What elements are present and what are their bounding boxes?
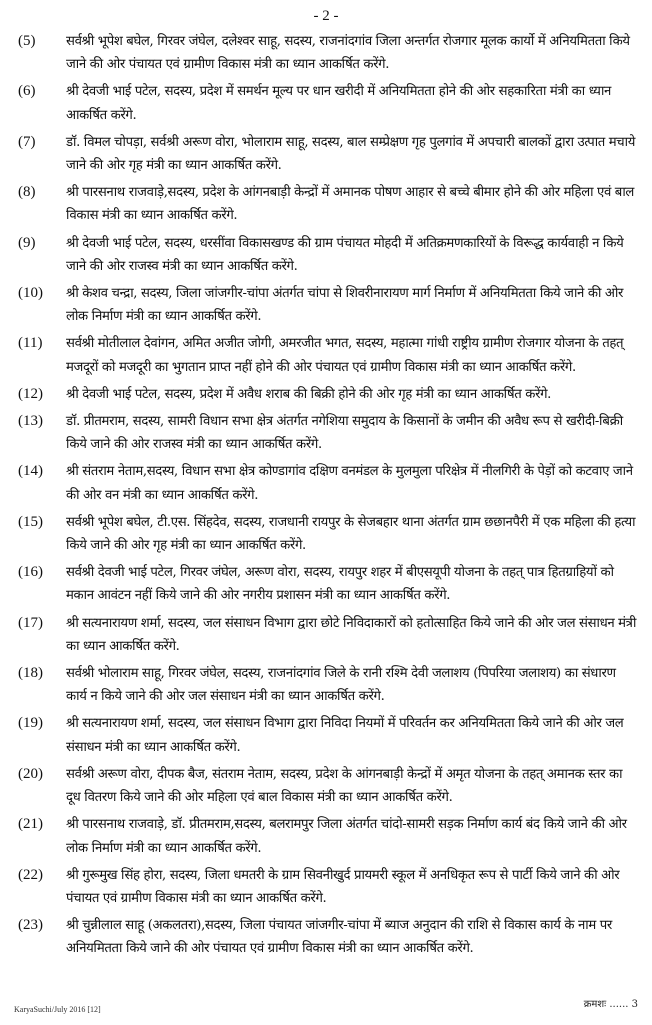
list-item xyxy=(0,561,652,607)
page-number: - 2 - xyxy=(313,8,339,24)
item-number: (16) xyxy=(18,564,43,581)
item-number: (6) xyxy=(18,83,36,100)
item-number: (14) xyxy=(18,463,43,480)
item-text: श्री देवजी भाई पटेल, सदस्य, धरसींवा विकासखण्ड की ग्राम पंचायत मोहदी में अतिक्रमणकारियों के विरूद्ध कार्यवाही न किये जाने की ओर राजस्व मंत्री का ध्यान आकर्षित करेंगे. xyxy=(66,235,624,274)
item-number: (5) xyxy=(18,33,36,49)
item-text: सर्वश्री मोतीलाल देवांगन, अमित अजीत जोगी, अमरजीत भगत, सदस्य, महात्मा गांधी राष्ट्रीय ग्रामीण रोजगार योजना के तहत् मजदूरों को मजदूरी का भुगतान प्राप्त नहीं होने की ओर पंचायत एवं ग्रामीण विकास मंत्री का ध्यान आकर्षित करेंगे. xyxy=(66,336,624,375)
list-item xyxy=(0,914,652,960)
item-number: (23) xyxy=(18,917,43,934)
item-number: (21) xyxy=(18,816,43,833)
list-item xyxy=(0,460,652,506)
item-text: श्री गुरूमुख सिंह होरा, सदस्य, जिला धमतरी के ग्राम सिवनीखुर्द प्रायमरी स्कूल में अनधिकृत रूप से पार्टी किये जाने की ओर पंचायत एवं ग्रामीण विकास मंत्री का ध्यान आकर्षित करेंगे. xyxy=(66,867,620,906)
item-number: (20) xyxy=(18,765,43,782)
list-item xyxy=(0,383,652,406)
list-item xyxy=(0,410,652,456)
list-item xyxy=(0,181,652,227)
document-reference: KaryaSuchi/July 2016 [12] xyxy=(14,1005,101,1014)
list-item xyxy=(0,612,652,658)
item-number: (15) xyxy=(18,513,43,530)
item-number: (10) xyxy=(18,285,43,302)
list-item xyxy=(0,662,652,708)
list-item xyxy=(0,712,652,758)
item-text: श्री सत्यनारायण शर्मा, सदस्य, जल संसाधन विभाग द्वारा छोटे निविदाकारों को हतोत्साहित किये जाने की ओर जल संसाधन मंत्री का ध्यान आकर्षित करेंगे. xyxy=(66,615,637,654)
item-text: सर्वश्री अरूण वोरा, दीपक बैज, संतराम नेताम, सदस्य, प्रदेश के आंगनबाड़ी केन्द्रों में अमृत योजना के तहत् अमानक स्तर का दूध वितरण किये जाने की ओर महिला एवं बाल विकास मंत्री का ध्यान आकर्षित करेंगे. xyxy=(66,766,623,806)
item-text: श्री देवजी भाई पटेल, सदस्य, प्रदेश में अवैध शराब की बिक्री होने की ओर गृह मंत्री का ध्यान आकर्षित करेंगे. xyxy=(66,386,552,402)
list-item xyxy=(0,282,652,328)
list-item xyxy=(0,131,652,177)
item-number: (17) xyxy=(18,614,43,631)
list-item xyxy=(0,30,652,76)
item-text: श्री देवजी भाई पटेल, सदस्य, प्रदेश में समर्थन मूल्य पर धान खरीदी में अनियमितता होने की ओर सहकारिता मंत्री का ध्यान आकर्षित करेंगे. xyxy=(66,84,611,123)
item-number: (18) xyxy=(18,665,43,682)
item-text: डॉ. प्रीतमराम, सदस्य, सामरी विधान सभा क्षेत्र अंतर्गत नगेशिया समुदाय के किसानों के जमीन की अवैध रूप से खरीदी-बिक्री किये जाने की ओर राजस्व मंत्री का ध्यान आकर्षित करेंगे. xyxy=(66,414,623,453)
list-item xyxy=(0,813,652,859)
list-item xyxy=(0,864,652,910)
item-text: श्री पारसनाथ राजवाड़े,सदस्य, प्रदेश के आंगनबाड़ी केन्द्रों में अमानक पोषण आहार से बच्चे बीमार होने की ओर महिला एवं बाल विकास मंत्री का ध्यान आकर्षित करेंगे. xyxy=(66,185,634,224)
item-number: (19) xyxy=(18,715,43,732)
item-text: सर्वश्री भोलाराम साहू, गिरवर जंघेल, सदस्य, राजनांदगांव जिले के रानी रश्मि देवी जलाशय (पिपरिया जलाशय) का संधारण कार्य न किये जाने की ओर जल संसाधन मंत्री का ध्यान आकर्षित करेंगे. xyxy=(66,666,616,705)
item-number: (9) xyxy=(18,234,36,251)
item-text: डॉ. विमल चोपड़ा, सर्वश्री अरूण वोरा, भोलाराम साहू, सदस्य, बाल सम्प्रेक्षण गृह पुलगांव में अपचारी बालकों द्वारा उत्पात मचाये जाने की ओर गृह मंत्री का ध्यान आकर्षित करेंगे. xyxy=(66,134,636,174)
list-item xyxy=(0,763,652,809)
item-text: श्री पारसनाथ राजवाड़े, डॉ. प्रीतमराम,सदस्य, बलरामपुर जिला अंतर्गत चांदो-सामरी सड़क निर्माण कार्य बंद किये जाने की ओर लोक निर्माण मंत्री का ध्यान आकर्षित करेंगे. xyxy=(66,817,627,856)
item-number: (12) xyxy=(18,385,43,402)
item-text: श्री केशव चन्द्रा, सदस्य, जिला जांजगीर-चांपा अंतर्गत चांपा से शिवरीनारायण मार्ग निर्माण में अनियमितता किये जाने की ओर लोक निर्माण मंत्री का ध्यान आकर्षित करेंगे. xyxy=(66,286,624,325)
item-number: (8) xyxy=(18,184,36,201)
list-item xyxy=(0,511,652,557)
list-item xyxy=(0,232,652,278)
continued-note: क्रमशः ...... 3 xyxy=(583,999,638,1010)
item-text: सर्वश्री भूपेश बघेल, गिरवर जंघेल, दलेश्वर साहू, सदस्य, राजनांदगांव जिला अन्तर्गत रोजगार मूलक कार्यो में अनियमितता किये जाने की ओर पंचायत एवं ग्रामीण विकास मंत्री का ध्यान आकर्षित करेंगे. xyxy=(66,34,630,73)
item-number: (7) xyxy=(18,133,36,150)
item-text: सर्वश्री भूपेश बघेल, टी.एस. सिंहदेव, सदस्य, राजधानी रायपुर के सेजबहार थाना अंतर्गत ग्राम छछानपैरी में एक महिला की हत्या किये जाने की ओर गृह मंत्री का ध्यान आकर्षित करेंगे. xyxy=(66,514,636,554)
item-number: (11) xyxy=(18,335,43,352)
item-number: (13) xyxy=(18,413,43,430)
list-item xyxy=(0,80,652,126)
item-text: सर्वश्री देवजी भाई पटेल, गिरवर जंघेल, अरूण वोरा, सदस्य, रायपुर शहर में बीएसयूपी योजना के तहत् पात्र हितग्राहियों को मकान आवंटन नहीं किये जाने की ओर नगरीय प्रशासन मंत्री का ध्यान आकर्षित करेंगे. xyxy=(66,565,614,604)
item-text: श्री संतराम नेताम,सदस्य, विधान सभा क्षेत्र कोण्डागांव दक्षिण वनमंडल के मुलमुला परिक्षेत्र में नीलगिरी के पेड़ों को कटवाए जाने की ओर वन मंत्री का ध्यान आकर्षित करेंगे. xyxy=(66,464,633,503)
list-item xyxy=(0,332,652,378)
calling-attention-list xyxy=(0,30,652,965)
item-text: श्री सत्यनारायण शर्मा, सदस्य, जल संसाधन विभाग द्वारा निविदा नियमों में परिवर्तन कर अनियमितता किये जाने की ओर जल संसाधन मंत्री का ध्यान आकर्षित करेंगे. xyxy=(66,716,624,755)
item-text: श्री चुन्नीलाल साहू (अकलतरा),सदस्य, जिला पंचायत जांजगीर-चांपा में ब्याज अनुदान की राशि से विकास कार्य के नाम पर अनियमितता किये जाने की ओर पंचायत एवं ग्रामीण विकास मंत्री का ध्यान आकर्षित करेंगे. xyxy=(66,918,612,957)
item-number: (22) xyxy=(18,866,43,883)
